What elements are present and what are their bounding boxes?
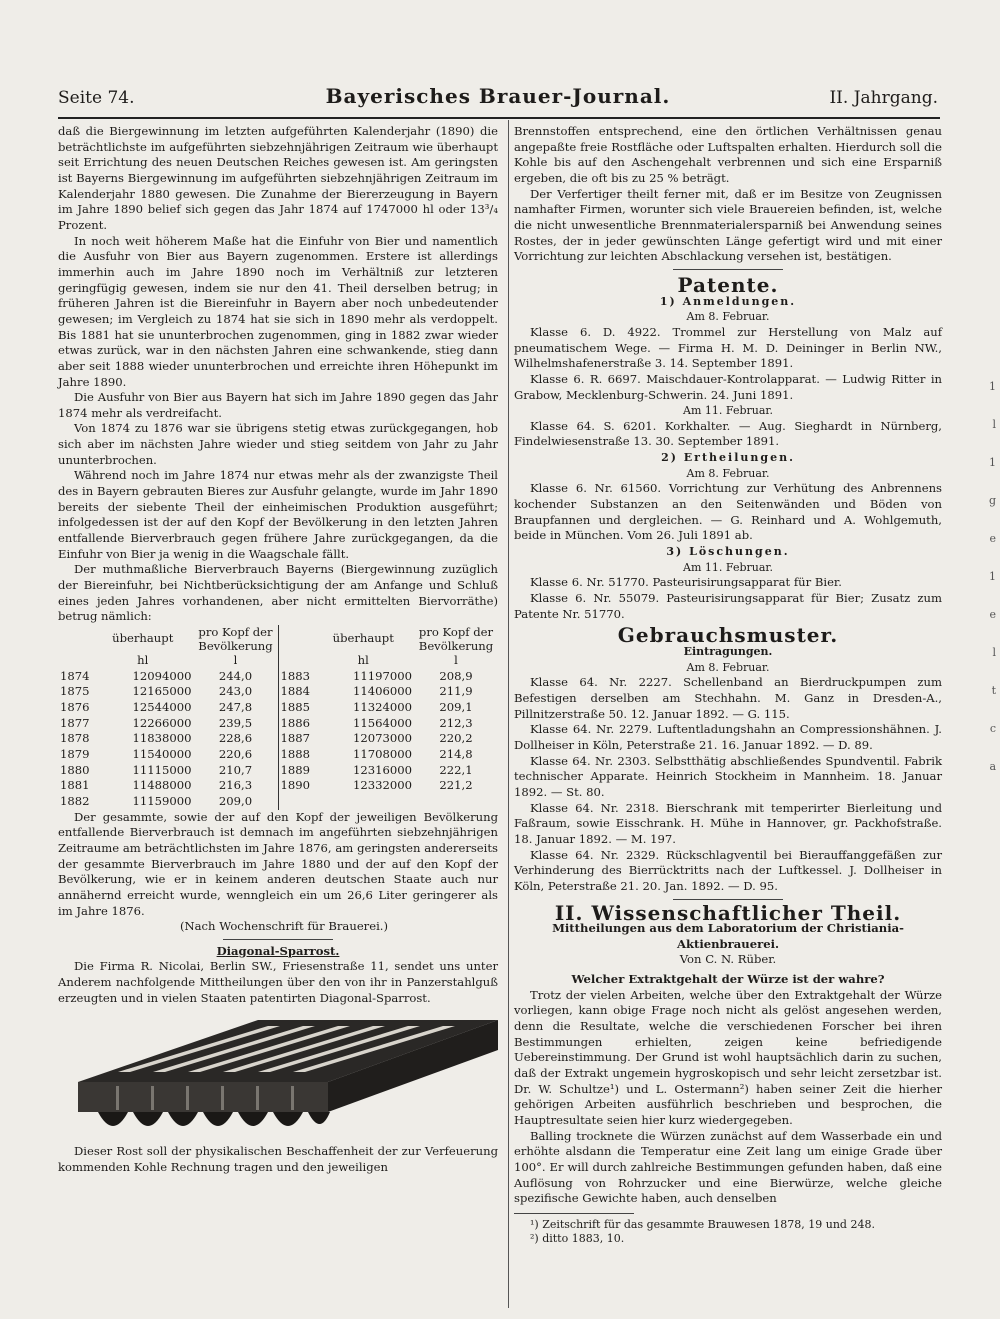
- edge-glyph: l: [992, 418, 996, 431]
- table-cell: 12316000: [352, 762, 412, 777]
- unit-label: l: [233, 653, 238, 667]
- table-cell: 1879: [60, 746, 90, 761]
- paragraph: Dieser Rost soll der physikalischen Beschaffenheit der zur Verfeuerung kommenden Kohle Rechnung tragen und den jeweiligen: [58, 1144, 498, 1175]
- table-cell: 208,9: [439, 668, 473, 683]
- volume-label: II. Jahrgang.: [829, 88, 938, 108]
- table-cell: 222,1: [439, 762, 473, 777]
- footnote-rule: [514, 1213, 634, 1214]
- edge-glyph: l: [992, 646, 996, 659]
- table-cell: 1878: [60, 731, 90, 746]
- paragraph: Während noch im Jahre 1874 nur etwas mehr als der zwanzigste Theil des in Bayern gebrauten Bieres zur Ausfuhr gelangte, wurde im Jahr 1890 bereits der siebente Theil der einheimischen Produktion ausgeführt; infolgedessen ist der auf den Kopf der Bevölkerung in den letzten Jahren entfallende Bierverbrauch gegen frühere Jahre zurückgegangen, da die Einfuhr von Bier ja wenig in die Waagschale fällt.: [58, 468, 498, 561]
- paragraph: Brennstoffen entsprechend, eine den örtlichen Verhältnissen genau angepaßte freie Rostfläche oder Luftspalten erhalten. Hierdurch soll die Kohle bis auf den Aschengehalt verbrennen und sich eine Ersparniß ergeben, die oft bis zu 25 % beträgt.: [514, 124, 942, 185]
- date-line: Am 11. Februar.: [683, 404, 773, 418]
- table-cell: 209,0: [218, 793, 253, 808]
- date-line: Am 8. Februar.: [686, 466, 770, 480]
- author-line: Von C. N. Rüber.: [679, 952, 777, 967]
- table-cell: 11197000: [352, 668, 412, 683]
- table-cell: 221,2: [439, 778, 473, 793]
- edge-glyph: g: [988, 494, 996, 507]
- table-cell: 216,3: [218, 778, 253, 793]
- table-cell: 11406000: [352, 684, 412, 699]
- grate-illustration: [58, 1012, 498, 1140]
- date-line: Am 8. Februar.: [686, 660, 770, 674]
- table-cell: 214,8: [439, 746, 473, 761]
- table-row: [58, 763, 498, 779]
- column-header: überhaupt: [332, 631, 394, 646]
- part-two-heading: II. Wissenschaftlicher Theil.: [554, 900, 902, 925]
- table-cell: 211,9: [439, 684, 473, 699]
- article-question: Welcher Extraktgehalt der Würze ist der wahre?: [571, 972, 885, 987]
- edge-glyph: c: [989, 722, 996, 735]
- table-cell: 11708000: [352, 746, 412, 761]
- table-row: [58, 794, 498, 810]
- table-cell: 12266000: [132, 715, 192, 730]
- edge-glyph: e: [989, 608, 996, 621]
- table-cell: 12165000: [132, 684, 192, 699]
- table-cell: 11115000: [132, 762, 192, 777]
- table-cell: 11838000: [132, 731, 192, 746]
- table-row: [58, 669, 498, 685]
- edge-glyph: 1: [989, 380, 996, 393]
- table-cell: 11324000: [352, 699, 412, 714]
- utility-model-heading: Gebrauchsmuster.: [617, 623, 839, 648]
- column-header: pro Kopf der Bevölkerung: [418, 625, 494, 653]
- paragraph: Der Verfertiger theilt ferner mit, daß er im Besitze von Zeugnissen namhafter Firmen, worunter sich viele Brauereien befinden, ist, welche die nicht unwesentliche Brennmaterialersparniß bei Anwendung seines Rostes, der in jeder gewünschten Länge gefertigt wird und mit einer Vorrichtung zur leichten Abschlackung versehen ist, bestätigen.: [514, 186, 942, 264]
- patent-entry: Klasse 6. Nr. 55079. Pasteurisirungsapparat für Bier; Zusatz zum Patente Nr. 51770.: [514, 591, 942, 621]
- table-cell: 209,1: [439, 699, 473, 714]
- footnote: ²) ditto 1883, 10.: [530, 1231, 625, 1245]
- table-cell: 12073000: [352, 731, 412, 746]
- column-divider: [508, 120, 509, 1308]
- unit-label: hl: [137, 653, 149, 667]
- left-column: [58, 124, 498, 1176]
- table-cell: 1885: [278, 700, 313, 716]
- table-cell: 1888: [278, 747, 313, 763]
- table-cell: 212,3: [439, 715, 473, 730]
- patent-entry: Klasse 64. Nr. 2279. Luftentladungshahn an Compressionshähnen. J. Dollheiser in Köln, Peterstraße 21. 16. Januar 1892. — D. 89.: [514, 722, 942, 752]
- table-cell: [313, 794, 415, 810]
- table-cell: 1884: [278, 684, 313, 700]
- table-cell: 11488000: [132, 778, 192, 793]
- column-header: überhaupt: [112, 631, 174, 646]
- patent-entry: Klasse 64. Nr. 2227. Schellenband an Bierdruckpumpen zum Befestigen derselben am Stechhahn. M. Ganz in Dresden-A., Pillnitzerstraße 50. 12. Januar 1892. — G. 115.: [514, 675, 942, 721]
- table-cell: 1874: [60, 668, 90, 683]
- patent-entry: Klasse 6. Nr. 61560. Vorrichtung zur Verhütung des Anbrennens kochender Substanzen an den Seitenwänden und Böden von Braupfannen und dergleichen. — G. Reinhard und A. Wohlgemuth, beide in München. Vom 26. Juli 1891 ab.: [514, 481, 942, 543]
- table-cell: 1890: [278, 778, 313, 794]
- patent-entry: Klasse 64. Nr. 2329. Rückschlagventil bei Bierauffanggefäßen zur Verhinderung des Bierrücktritts nach der Luftkessel. J. Dollheiser in Köln, Peterstraße 21. 20. Jan. 1892. — D. 95.: [514, 847, 942, 893]
- subsection-heading: 2) Ertheilungen.: [661, 451, 795, 465]
- paragraph: Von 1874 zu 1876 war sie übrigens stetig etwas zurückgegangen, hob sich aber im nächsten Jahre wieder und stieg seitdem von Jahr zu Jahr ununterbrochen.: [58, 421, 498, 467]
- section-title: Diagonal-Sparrost.: [216, 943, 340, 958]
- patent-entry: Klasse 64. S. 6201. Korkhalter. — Aug. Sieghardt in Nürnberg, Findelwiesenstraße 13. 30. September 1891.: [514, 418, 942, 449]
- beer-consumption-table: [58, 625, 498, 810]
- table-cell: 11540000: [132, 746, 192, 761]
- table-cell: 1881: [60, 778, 90, 793]
- paragraph: In noch weit höherem Maße hat die Einfuhr von Bier und namentlich die Ausfuhr von Bier aus Bayern zugenommen. Erstere ist allerdings immerhin auch im Jahre 1890 noch im Verhältniß zur letzteren geringfügig gewesen, indem sie nur den 41. Theil derselben betrug; in früheren Jahren ist die Biereinfuhr in Bayern aber noch unbedeutender gewesen; im Vergleich zu 1874 hat sie sich in 1890 mehr als verdoppelt. Bis 1881 hat sie ununterbrochen zugenommen, ging in 1882 zwar wieder etwas zurück, war in den nächsten Jahren eine schwankende, stieg dann aber seit 1888 wieder ununterbrochen und erreichte ihren Höhepunkt im Jahre 1890.: [58, 233, 498, 389]
- table-cell: 1876: [60, 699, 90, 714]
- table-row: [58, 700, 498, 716]
- table-cell: 1877: [60, 715, 90, 730]
- unit-label: l: [454, 653, 458, 667]
- table-cell: 12544000: [132, 699, 192, 714]
- table-cell: [414, 794, 498, 810]
- edge-glyph: t: [991, 684, 996, 697]
- patent-entry: Klasse 6. D. 4922. Trommel zur Herstellung von Malz auf pneumatischem Wege. — Firma H. M. D. Deininger in Berlin NW., Wilhelmshafenerstraße 3. 14. September 1891.: [514, 324, 942, 371]
- date-line: Am 11. Februar.: [683, 560, 773, 574]
- right-column: [514, 124, 942, 1246]
- footnote: ¹) Zeitschrift für das gesammte Brauwesen 1878, 19 und 248.: [530, 1217, 875, 1231]
- table-row: [58, 747, 498, 763]
- table-cell: 1886: [278, 716, 313, 732]
- table-row: [58, 684, 498, 700]
- table-cell: 11159000: [132, 793, 192, 808]
- table-cell: [278, 794, 313, 810]
- grate-drawing: [58, 1012, 498, 1140]
- table-cell: 220,6: [218, 746, 253, 761]
- date-line: Am 8. Februar.: [686, 310, 770, 324]
- table-cell: 244,0: [218, 668, 253, 683]
- patent-entry: Klasse 64. Nr. 2303. Selbstthätig abschließendes Spundventil. Fabrik technischer Apparate. Heinrich Stockheim in Mannheim. 18. Januar 1892. — St. 80.: [514, 753, 942, 799]
- patent-entry: Klasse 6. Nr. 51770. Pasteurisirungsapparat für Bier.: [530, 575, 842, 590]
- edge-glyph: 1: [989, 456, 996, 469]
- table-cell: 12094000: [132, 668, 192, 683]
- edge-glyph: a: [989, 760, 996, 773]
- subsection-heading: Eintragungen.: [683, 645, 773, 658]
- patent-entry: Klasse 64. Nr. 2318. Bierschrank mit temperirter Bierleitung und Faßraum, sowie Eisschrank. H. Mühe in Hannover, gr. Packhofstraße. 18. Januar 1892. — M. 197.: [514, 800, 942, 846]
- paragraph: Der muthmaßliche Bierverbrauch Bayerns (Biergewinnung zuzüglich der Biereinfuhr, bei Nichtberücksichtigung der am Anfange und Schluß eines jeden Jahres vorhandenen, aber nicht ermittelten Biervorräthe) betrug nämlich:: [58, 562, 498, 624]
- page-header: [58, 84, 938, 114]
- patents-heading: Patente.: [677, 272, 779, 297]
- table-row: [58, 731, 498, 747]
- subsection-heading: 1) Anmeldungen.: [659, 294, 797, 308]
- table-cell: 1889: [278, 763, 313, 779]
- page-number: Seite 74.: [58, 88, 135, 108]
- edge-glyph: 1: [989, 570, 996, 583]
- table-cell: 243,0: [218, 684, 253, 699]
- subsection-heading: 3) Löschungen.: [666, 545, 790, 559]
- journal-title: Bayerisches Brauer-Journal.: [325, 84, 671, 108]
- paragraph: Die Firma R. Nicolai, Berlin SW., Friesenstraße 11, sendet uns unter Anderem nachfolgende Mittheilungen über den von ihr in Panzerstahlguß erzeugten und in vielen Staaten patentirten Diagonal-Sparrost.: [58, 959, 498, 1005]
- table-cell: 1887: [278, 731, 313, 747]
- section-divider: [673, 269, 783, 270]
- table-cell: 228,6: [218, 731, 253, 746]
- table-cell: 239,5: [218, 715, 253, 730]
- paragraph: Balling trocknete die Würzen zunächst auf dem Wasserbade ein und erhöhte alsdann die Temperatur eine Zeit lang um einige Grade über 100°. Er will durch zahlreiche Bestimmungen gefunden haben, daß eine Auflösung von Rohrzucker und eine Bierwürze, welche gleiche spezifische Gewichte haben, auch denselben: [514, 1128, 942, 1206]
- table-row: [58, 716, 498, 732]
- paragraph: Trotz der vielen Arbeiten, welche über den Extraktgehalt der Würze vorliegen, kann obige Frage noch nicht als gelöst angesehen werden, denn die Resultate, welche die verschiedenen Forscher bei ihren Bestimmungen erhielten, zeigen keine befriedigende Uebereinstimmung. Der Grund ist wohl hauptsächlich darin zu suchen, daß der Extrakt ungemein hygroskopisch und sehr leicht zersetzbar ist. Dr. W. Schultze¹) und L. Ostermann²) haben seiner Zeit die hierher gehörigen Arbeiten ausführlich beschrieben und besprochen, die Hauptresultate seien hier kurz wiedergegeben.: [514, 987, 942, 1128]
- paragraph: Die Ausfuhr von Bier aus Bayern hat sich im Jahre 1890 gegen das Jahr 1874 mehr als verdreifacht.: [58, 390, 498, 420]
- table-cell: 1883: [278, 669, 313, 685]
- edge-glyph: e: [989, 532, 996, 545]
- table-cell: 12332000: [352, 778, 412, 793]
- section-divider: [223, 939, 333, 940]
- header-rule: [58, 117, 940, 119]
- patent-entry: Klasse 6. R. 6697. Maischdauer-Kontrolapparat. — Ludwig Ritter in Grabow, Mecklenburg-Schwerin. 24. Juni 1891.: [514, 371, 942, 402]
- unit-label: hl: [357, 653, 369, 667]
- column-header: pro Kopf der Bevölkerung: [198, 625, 273, 653]
- table-cell: 1880: [60, 762, 90, 777]
- paragraph: Der gesammte, sowie der auf den Kopf der jeweiligen Bevölkerung entfallende Bierverbrauch ist demnach im angeführten siebzehnjährigen Zeitraume am beträchtlichsten im Jahre 1876, am geringsten andererseits der gesammte Bierverbrauch im Jahre 1880 und der auf den Kopf der Bevölkerung, wie er in keinem anderen deutschen Staate auch nur annähernd erreicht wurde, wenngleich ein um 26,6 Liter geringerer als im Jahre 1876.: [58, 809, 498, 918]
- source-note: (Nach Wochenschrift für Brauerei.): [179, 919, 388, 934]
- table-cell: 220,2: [439, 731, 473, 746]
- table-cell: 210,7: [218, 762, 253, 777]
- table-cell: 1875: [60, 684, 90, 699]
- table-cell: 11564000: [352, 715, 412, 730]
- article-heading: Mittheilungen aus dem Laboratorium der Christiania-Aktienbrauerei.: [552, 921, 904, 951]
- section-divider: [673, 899, 783, 900]
- paragraph: daß die Biergewinnung im letzten aufgeführten Kalenderjahr (1890) die beträchtlichste im aufgeführten siebzehnjährigen Zeitraum wie überhaupt seit Errichtung des neuen Deutschen Reiches gewesen ist. Am geringsten ist Bayerns Biergewinnung im aufgeführten siebzehnjährigen Zeitraum im Kalenderjahr 1880 gewesen. Die Zunahme der Biererzeugung in Bayern im Jahre 1890 belief sich gegen das Jahr 1874 auf 1747000 hl oder 13³/₄ Prozent.: [58, 124, 498, 232]
- table-cell: 1882: [60, 793, 90, 808]
- table-cell: 247,8: [218, 699, 253, 714]
- table-row: [58, 778, 498, 794]
